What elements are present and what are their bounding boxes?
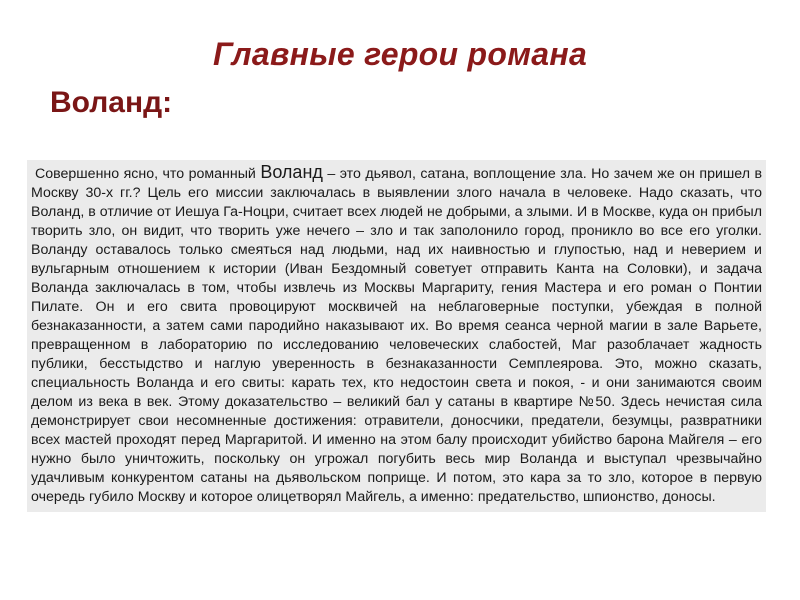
paragraph-rest: – это дьявол, сатана, воплощение зла. Но зачем же он пришел в Москву 30-х гг.? Цель его миссии заключалась в выявлении злого начала в человеке. Надо сказать, что Воланд, в отличие от Иешуа Га-Ноцри, считает всех людей не добрыми, а злыми. И в Москве, куда он прибыл творить зло, он видит, что творить уже нечего – зло и так заполонило город, проникло во все его уголки. Воланду оставалось только смеяться над людьми, над их наивностью и глупостью, над и неверием и вульгарным отношением к истории (Иван Бездомный советует отправить Канта на Соловки), и задача Воланда заключалась в том, чтобы извлечь из Москвы Маргариту, гения Мастера и его роман о Понтии Пилате. Он и его свита провоцируют москвичей на неблаговерные поступки, убеждая в полной безнаказанности, а затем сами пародийно наказывают их. Во время сеанса черной магии в зале Варьете, превращенном в лабораторию по исследованию человеческих слабостей, Маг разоблачает жадность публики, бесстыдство и наглую уверенность в безнаказанности Семплеярова. Это, можно сказать, специальность Воланда и его свиты: карать тех, кто недостоин света и покоя, - и они занимаются своим делом из века в век. Этому доказательство – великий бал у сатаны в квартире №50. Здесь нечистая сила демонстрирует свои несомненные достижения: отравители, доносчики, предатели, безумцы, развратники всех мастей проходят перед Маргаритой. И именно на этом балу происходит убийство барона Майгеля – его нужно было уничтожить, поскольку он угрожал погубить весь мир Воланда и выступал чрезвычайно удачливым конкурентом сатаны на дьявольском поприще. И потом, это кара за то зло, которое в первую очередь губило Москву и которое олицетворял Майгель, а именно: предательство, шпионство, доносы. xyxy=(31,166,762,505)
slide-title: Главные герои романа xyxy=(212,36,588,72)
body-paragraph xyxy=(31,163,762,507)
paragraph-start: Совершенно ясно, что романный xyxy=(35,166,261,182)
section-heading: Воланд: xyxy=(50,86,173,119)
emphasized-name: Воланд xyxy=(260,162,323,182)
text-block xyxy=(27,160,766,512)
